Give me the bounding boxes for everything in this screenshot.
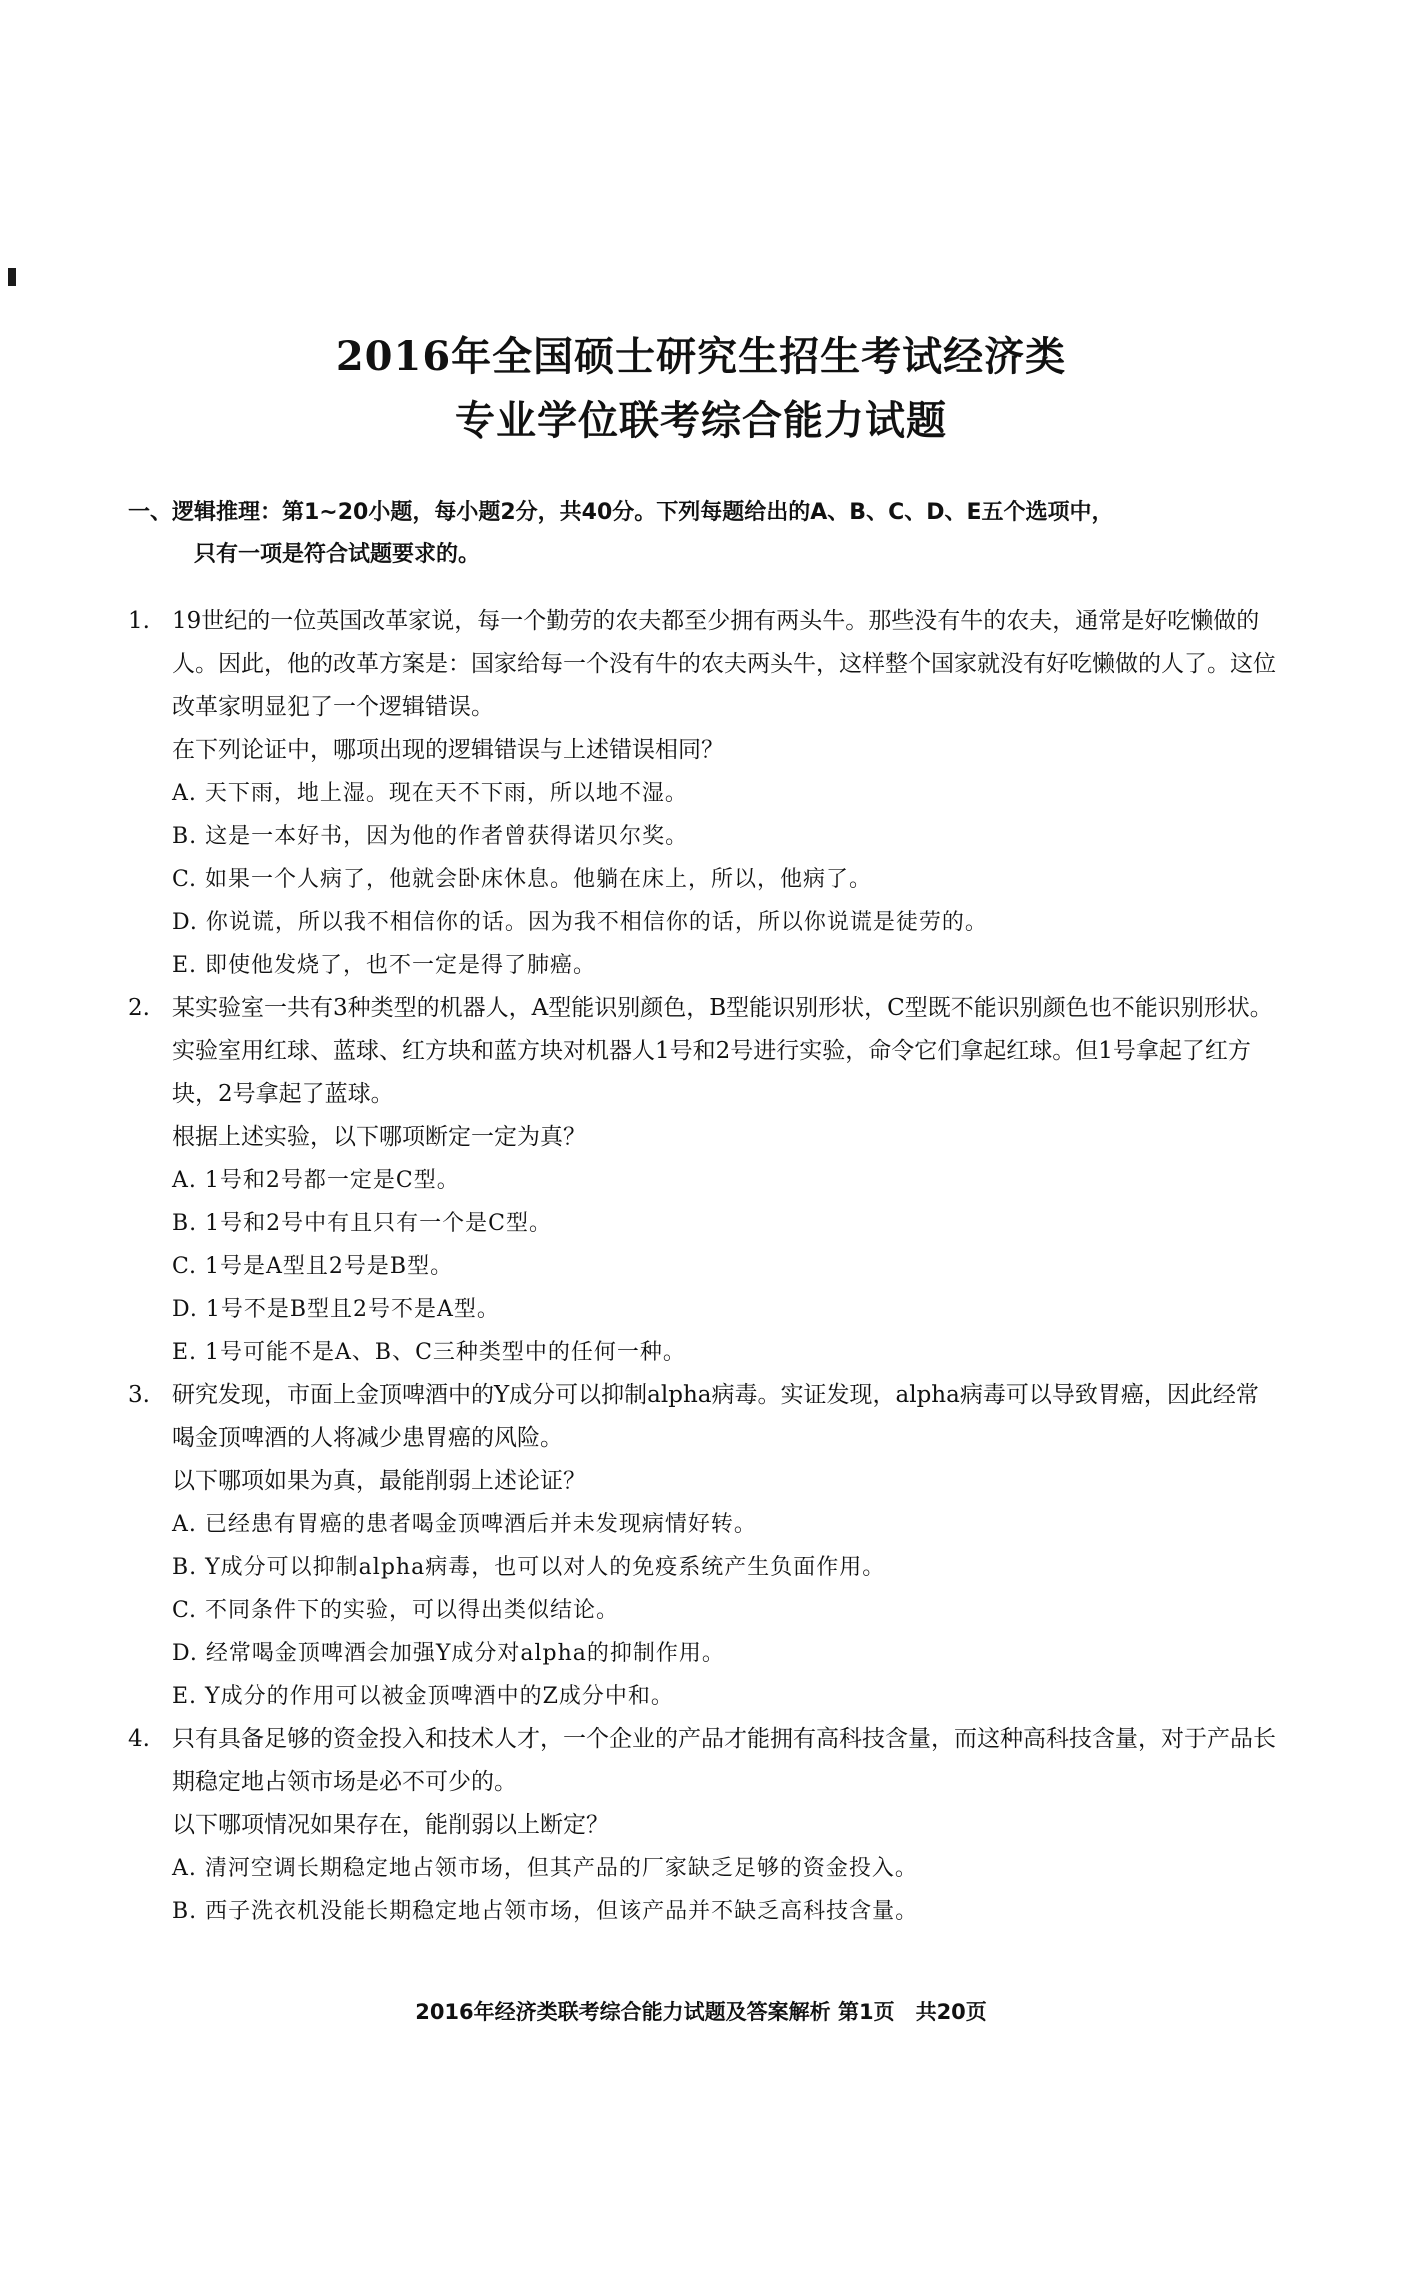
question-2 (128, 987, 1278, 1374)
question-number: 4. (128, 1726, 150, 1752)
question-number: 3. (128, 1382, 150, 1408)
question-number: 1. (128, 608, 150, 634)
option-a: A. 1号和2号都一定是C型。 (172, 1168, 460, 1193)
option-d: D. 经常喝金顶啤酒会加强Y成分对alpha的抑制作用。 (172, 1641, 725, 1666)
question-text: 19世纪的一位英国改革家说，每一个勤劳的农夫都至少拥有两头牛。那些没有牛的农夫，通常是好吃懒做的人。因此，他的改革方案是：国家给每一个没有牛的农夫两头牛，这样整个国家就没有好吃懒做的人了。这位改革家明显犯了一个逻辑错误。 (172, 608, 1276, 720)
option-c: C. 如果一个人病了，他就会卧床休息。他躺在床上，所以，他病了。 (172, 867, 873, 892)
section-instructions (128, 492, 1278, 576)
option-d: D. 1号不是B型且2号不是A型。 (172, 1297, 500, 1322)
question-prompt: 根据上述实验，以下哪项断定一定为真？ (172, 1124, 586, 1150)
option-a: A. 已经患有胃癌的患者喝金顶啤酒后并未发现病情好转。 (172, 1512, 757, 1537)
exam-title-line-1: 2016年全国硕士研究生招生考试经济类 (335, 333, 1067, 380)
option-c: C. 1号是A型且2号是B型。 (172, 1254, 454, 1279)
question-prompt: 以下哪项情况如果存在，能削弱以上断定？ (172, 1812, 609, 1838)
scan-artifact-mark (8, 268, 16, 286)
question-prompt: 以下哪项如果为真，最能削弱上述论证？ (172, 1468, 586, 1494)
question-stem (128, 987, 1278, 1116)
option-b: B. Y成分可以抑制alpha病毒，也可以对人的免疫系统产生负面作用。 (172, 1555, 886, 1580)
exam-content (128, 492, 1278, 1933)
option-e: E. 1号可能不是A、B、C三种类型中的任何一种。 (172, 1340, 686, 1365)
section-instructions-line-2: 只有一项是符合试题要求的。 (194, 542, 481, 567)
question-stem (128, 1718, 1278, 1804)
question-stem (128, 600, 1278, 729)
question-text: 只有具备足够的资金投入和技术人才，一个企业的产品才能拥有高科技含量，而这种高科技含量，对于产品长期稳定地占领市场是必不可少的。 (172, 1726, 1276, 1795)
exam-title-line-2: 专业学位联考综合能力试题 (455, 397, 947, 444)
section-instructions-line-1: 一、逻辑推理：第1~20小题，每小题2分，共40分。下列每题给出的A、B、C、D、E五个选项中， (128, 500, 1114, 525)
question-prompt: 在下列论证中，哪项出现的逻辑错误与上述错误相同？ (172, 737, 724, 763)
option-e: E. Y成分的作用可以被金顶啤酒中的Z成分中和。 (172, 1684, 674, 1709)
question-text: 研究发现，市面上金顶啤酒中的Y成分可以抑制alpha病毒。实证发现，alpha病毒可以导致胃癌，因此经常喝金顶啤酒的人将减少患胃癌的风险。 (172, 1382, 1259, 1451)
option-b: B. 西子洗衣机没能长期稳定地占领市场，但该产品并不缺乏高科技含量。 (172, 1899, 919, 1924)
option-b: B. 这是一本好书，因为他的作者曾获得诺贝尔奖。 (172, 824, 689, 849)
question-stem (128, 1374, 1278, 1460)
option-a: A. 清河空调长期稳定地占领市场，但其产品的厂家缺乏足够的资金投入。 (172, 1856, 918, 1881)
page-footer: 2016年经济类联考综合能力试题及答案解析 第1页 共20页 (415, 2000, 987, 2024)
question-text: 某实验室一共有3种类型的机器人，A型能识别颜色，B型能识别形状，C型既不能识别颜色也不能识别形状。实验室用红球、蓝球、红方块和蓝方块对机器人1号和2号进行实验，命令它们拿起红球。但1号拿起了红方块，2号拿起了蓝球。 (172, 995, 1273, 1107)
question-number: 2. (128, 995, 150, 1021)
exam-title (0, 325, 1402, 453)
option-a: A. 天下雨，地上湿。现在天不下雨，所以地不湿。 (172, 781, 688, 806)
option-b: B. 1号和2号中有且只有一个是C型。 (172, 1211, 552, 1236)
question-1 (128, 600, 1278, 987)
option-c: C. 不同条件下的实验，可以得出类似结论。 (172, 1598, 620, 1623)
option-e: E. 即使他发烧了，也不一定是得了肺癌。 (172, 953, 597, 978)
question-3 (128, 1374, 1278, 1718)
option-d: D. 你说谎，所以我不相信你的话。因为我不相信你的话，所以你说谎是徒劳的。 (172, 910, 988, 935)
question-4 (128, 1718, 1278, 1933)
